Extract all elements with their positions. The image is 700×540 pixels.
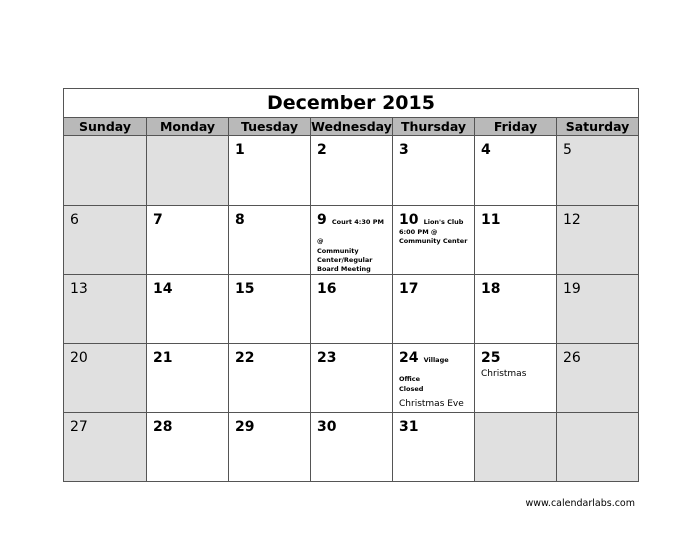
day-number: 16 <box>317 281 337 297</box>
day-cell <box>228 412 310 481</box>
day-line <box>235 416 306 435</box>
day-number: 18 <box>481 281 501 297</box>
footer-url: www.calendarlabs.com <box>525 498 635 509</box>
day-cell <box>310 136 392 205</box>
day-line <box>481 347 552 366</box>
day-cell <box>146 274 228 343</box>
day-line <box>235 278 306 297</box>
day-number: 1 <box>235 142 245 158</box>
day-number: 30 <box>317 419 337 435</box>
day-cell <box>556 205 638 274</box>
day-number: 13 <box>70 281 88 297</box>
day-cell <box>556 136 638 205</box>
weekday-saturday: Saturday <box>556 118 638 135</box>
weekday-monday: Monday <box>146 118 228 135</box>
day-line <box>153 209 224 228</box>
day-cell <box>64 343 146 412</box>
weekday-thursday: Thursday <box>392 118 474 135</box>
event-text: Village Office <box>399 356 449 383</box>
day-cell <box>146 136 228 205</box>
day-number: 3 <box>399 142 409 158</box>
day-line <box>563 139 634 158</box>
event-text: Community Center/Regular Board Meeting <box>317 247 373 273</box>
day-cell <box>556 343 638 412</box>
day-cell <box>310 274 392 343</box>
event-text: Closed <box>399 385 424 393</box>
calendar-title: December 2015 <box>64 89 638 118</box>
day-number: 19 <box>563 281 581 297</box>
day-number: 25 <box>481 350 501 366</box>
day-line <box>70 209 142 228</box>
day-cell <box>64 412 146 481</box>
day-number: 4 <box>481 142 491 158</box>
day-line <box>153 416 224 435</box>
day-line <box>399 347 470 385</box>
day-cell <box>64 274 146 343</box>
day-cell <box>392 343 474 412</box>
day-cell <box>228 343 310 412</box>
day-number: 28 <box>153 419 173 435</box>
day-line <box>317 278 388 297</box>
day-cell <box>392 274 474 343</box>
day-cell <box>392 412 474 481</box>
event-text: 6:00 PM @ Community Center <box>399 228 468 245</box>
calendar-grid <box>64 136 638 481</box>
event-text: Court 4:30 PM @ <box>317 218 384 245</box>
weekday-friday: Friday <box>474 118 556 135</box>
day-line <box>481 209 552 228</box>
day-number: 7 <box>153 212 163 228</box>
day-line <box>153 278 224 297</box>
day-cell <box>474 343 556 412</box>
day-number: 17 <box>399 281 419 297</box>
day-line <box>481 139 552 158</box>
day-number: 23 <box>317 350 337 366</box>
day-cell <box>310 412 392 481</box>
day-number: 26 <box>563 350 581 366</box>
day-number: 6 <box>70 212 79 228</box>
day-line <box>399 139 470 158</box>
day-line <box>153 347 224 366</box>
day-line <box>235 139 306 158</box>
day-cell <box>474 274 556 343</box>
day-cell <box>64 136 146 205</box>
day-cell <box>228 274 310 343</box>
day-cell <box>392 205 474 274</box>
weekday-sunday: Sunday <box>79 119 131 134</box>
day-line <box>399 278 470 297</box>
day-line <box>399 209 470 228</box>
day-number: 27 <box>70 419 88 435</box>
weekday-wednesday: Wednesday <box>311 119 392 134</box>
day-line <box>70 278 142 297</box>
day-number: 2 <box>317 142 327 158</box>
day-line <box>481 278 552 297</box>
day-number: 8 <box>235 212 245 228</box>
day-number: 14 <box>153 281 173 297</box>
day-line <box>70 416 142 435</box>
day-line <box>563 347 634 366</box>
day-cell <box>474 136 556 205</box>
day-number: 20 <box>70 350 88 366</box>
day-cell <box>474 412 556 481</box>
day-line <box>317 416 388 435</box>
day-cell <box>146 205 228 274</box>
day-cell <box>556 412 638 481</box>
day-number: 9 <box>317 212 327 228</box>
event-text: Lion's Club <box>423 218 464 226</box>
day-cell <box>146 412 228 481</box>
day-number: 31 <box>399 419 419 435</box>
day-number: 5 <box>563 142 572 158</box>
day-cell <box>64 205 146 274</box>
day-cell <box>392 136 474 205</box>
day-cell <box>556 274 638 343</box>
day-line <box>235 347 306 366</box>
day-line <box>70 347 142 366</box>
day-line <box>317 209 388 247</box>
day-line <box>563 209 634 228</box>
day-number: 15 <box>235 281 255 297</box>
day-cell <box>310 343 392 412</box>
day-cell <box>474 205 556 274</box>
day-number: 10 <box>399 212 419 228</box>
day-cell <box>228 136 310 205</box>
day-number: 12 <box>563 212 581 228</box>
calendar <box>63 88 639 482</box>
day-number: 24 <box>399 350 419 366</box>
day-cell <box>146 343 228 412</box>
holiday-label: Christmas <box>481 369 527 379</box>
holiday-label: Christmas Eve <box>399 399 464 409</box>
weekday-header <box>64 118 638 136</box>
day-line <box>563 278 634 297</box>
day-line <box>317 139 388 158</box>
day-cell <box>310 205 392 274</box>
day-line <box>235 209 306 228</box>
day-number: 29 <box>235 419 255 435</box>
day-number: 11 <box>481 212 501 228</box>
day-number: 21 <box>153 350 173 366</box>
day-cell <box>228 205 310 274</box>
weekday-tuesday: Tuesday <box>228 118 310 135</box>
day-number: 22 <box>235 350 255 366</box>
day-line <box>317 347 388 366</box>
day-line <box>399 416 470 435</box>
